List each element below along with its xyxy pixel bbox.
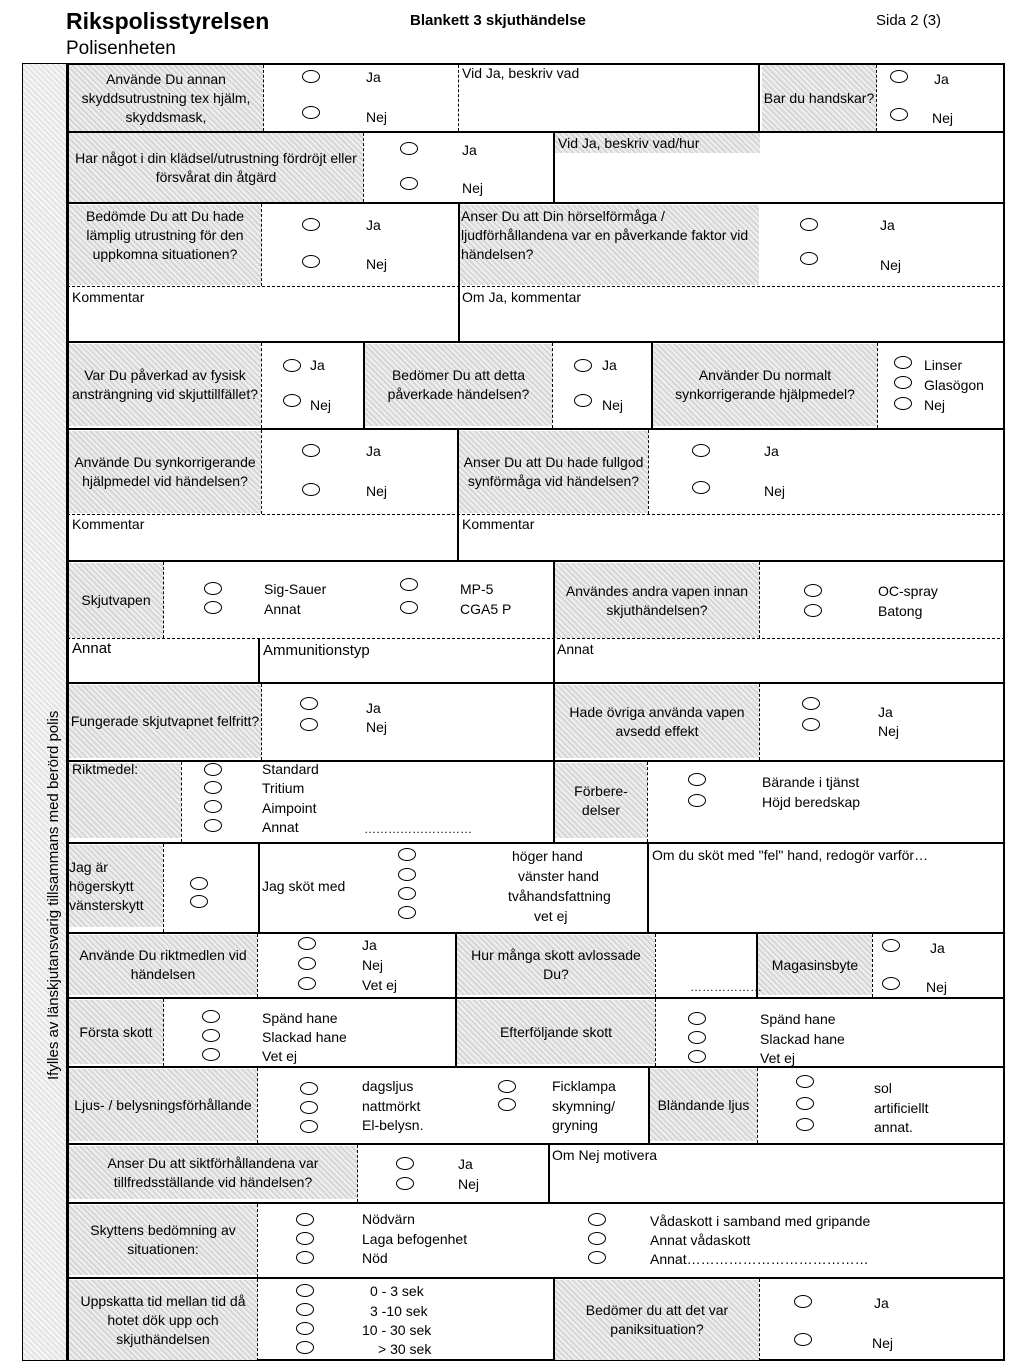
radio-ja[interactable]	[890, 70, 908, 83]
q-lighting: Ljus- / belysningsförhållande	[74, 1096, 252, 1113]
section-rule	[67, 932, 1005, 934]
divider	[257, 1279, 258, 1361]
section-rule	[67, 1277, 1005, 1279]
opt-label: Standard	[262, 761, 319, 777]
opt-label: 10 - 30 sek	[362, 1322, 432, 1338]
opt-label: Ja	[880, 217, 895, 233]
ammo-field[interactable]: Ammunitionstyp	[263, 642, 370, 659]
describe-field[interactable]: Vid Ja, beskriv vad/hur	[558, 135, 700, 151]
opt-label: 0 - 3 sek	[370, 1283, 424, 1299]
radio-ja[interactable]	[283, 359, 301, 372]
radio-nej[interactable]	[298, 957, 316, 970]
radio-dusk[interactable]	[498, 1098, 516, 1111]
opt-label: Ja	[366, 443, 381, 459]
other-field[interactable]: Annat	[72, 640, 112, 657]
divider	[67, 286, 1005, 287]
opt-label: Nej	[878, 723, 900, 739]
radio-ja[interactable]	[800, 218, 818, 231]
radio-over-30[interactable]	[296, 1341, 314, 1354]
q-physical-strain: Var Du påverkad av fysisk ansträngning vid skjuttillfället?	[72, 367, 258, 402]
radio-artificial[interactable]	[796, 1097, 814, 1110]
opt-label: Nej	[462, 180, 484, 196]
divider	[876, 65, 877, 131]
divider	[655, 999, 656, 1066]
other-field[interactable]: Annat	[557, 641, 594, 657]
radio-right-handed[interactable]	[190, 877, 208, 890]
label-shot-with: Jag sköt med	[262, 878, 346, 894]
divider	[647, 762, 648, 842]
section-rule	[67, 1202, 1005, 1204]
radio-nej[interactable]	[692, 481, 710, 494]
radio-cocked[interactable]	[202, 1010, 220, 1023]
opt-label: Nej	[926, 979, 948, 995]
radio-carrying[interactable]	[688, 773, 706, 786]
label-sight: Riktmedel:	[72, 761, 139, 777]
radio-ja[interactable]	[300, 697, 318, 710]
opt-label: tvåhandsfattning	[508, 888, 611, 904]
divider	[257, 1068, 258, 1143]
q-used-vision-aid: Använde Du synkorrigerande hjälpmedel vid händelsen?	[74, 454, 256, 489]
opt-label: Nej	[366, 483, 388, 499]
opt-label: annat.	[874, 1119, 913, 1135]
radio-necessity[interactable]	[296, 1251, 314, 1264]
opt-label: Slackad hane	[262, 1029, 347, 1045]
opt-label: Nödvärn	[362, 1211, 415, 1227]
divider	[648, 430, 649, 514]
radio-nej[interactable]	[802, 718, 820, 731]
radio-uncocked[interactable]	[688, 1031, 706, 1044]
opt-label: Nej	[924, 397, 946, 413]
form-title: Blankett 3 skjuthändelse	[410, 12, 586, 29]
opt-label: artificiellt	[874, 1100, 929, 1116]
divider	[363, 133, 364, 202]
label-preparations: Förbere-delser	[574, 782, 628, 818]
q-gloves: Bar du handskar?	[763, 89, 875, 106]
opt-label: Laga befogenhet	[362, 1231, 468, 1247]
opt-label: Nej	[366, 256, 388, 272]
q-clothing-delay: Har något i din klädsel/utrustning fördröjt eller försvårat din åtgärd	[75, 149, 357, 185]
q-visibility: Anser Du att siktförhållandena var tillfredsställande vid händelsen?	[107, 1154, 319, 1190]
section-rule	[67, 202, 1005, 204]
opt-label: Ja	[362, 937, 377, 953]
divider	[261, 343, 262, 428]
divider	[163, 562, 164, 638]
dotted-field[interactable]: ………………	[690, 980, 762, 994]
q-other-weapons-effect: Hade övriga använda vapen avsedd effekt	[569, 703, 745, 739]
radio-nej[interactable]	[283, 394, 301, 407]
opt-label: Sig-Sauer	[264, 581, 327, 597]
radio-ja[interactable]	[396, 1157, 414, 1170]
radio-other[interactable]	[796, 1118, 814, 1131]
opt-label: Nöd	[362, 1250, 388, 1266]
opt-label: Annat	[264, 601, 301, 617]
radio-uncocked[interactable]	[202, 1029, 220, 1042]
radio-tritium[interactable]	[204, 781, 222, 794]
divider	[553, 133, 555, 202]
q-hearing: Anser Du att Din hörselförmåga / ljudförhållandena var en påverkande faktor vid händelsen?	[461, 207, 749, 262]
divider	[257, 1204, 258, 1277]
opt-label: Annat vådaskott	[650, 1232, 751, 1248]
comment-field[interactable]: Kommentar	[72, 516, 145, 532]
opt-label: Ja	[366, 69, 381, 85]
radio-nej[interactable]	[574, 394, 592, 407]
divider	[258, 844, 260, 932]
divider	[67, 514, 1005, 515]
radio-dont-know[interactable]	[398, 906, 416, 919]
radio-nej[interactable]	[302, 483, 320, 496]
radio-nej[interactable]	[882, 977, 900, 990]
section-rule	[67, 428, 1005, 430]
opt-label: sol	[874, 1080, 892, 1096]
radio-ja[interactable]	[802, 697, 820, 710]
opt-label: Ja	[458, 1156, 473, 1172]
label-first-shot: Första skott	[79, 1023, 153, 1040]
opt-label: Nej	[362, 957, 384, 973]
comment-field[interactable]: Om Ja, kommentar	[462, 289, 582, 305]
section-rule	[67, 997, 1005, 999]
divider	[458, 204, 460, 341]
opt-label: Annat	[262, 819, 299, 835]
radio-annat[interactable]	[204, 601, 222, 614]
opt-label: El-belysn.	[362, 1117, 424, 1133]
opt-label: Batong	[878, 603, 923, 619]
opt-label: Ja	[462, 142, 477, 158]
divider	[163, 999, 164, 1066]
opt-label: Ja	[930, 940, 945, 956]
opt-label: Spänd hane	[760, 1011, 836, 1027]
radio-ja[interactable]	[302, 70, 320, 83]
radio-other-accidental[interactable]	[588, 1232, 606, 1245]
radio-nej[interactable]	[396, 1177, 414, 1190]
radio-nej[interactable]	[300, 718, 318, 731]
opt-label: Vådaskott i samband med gripande	[650, 1213, 871, 1229]
divider	[357, 1145, 358, 1202]
radio-flashlight[interactable]	[498, 1080, 516, 1093]
radio-other[interactable]	[588, 1251, 606, 1264]
opt-label: vänster hand	[518, 868, 599, 884]
radio-cga5p[interactable]	[400, 601, 418, 614]
radio-nej[interactable]	[890, 108, 908, 121]
radio-accidental-arrest[interactable]	[588, 1213, 606, 1226]
comment-field[interactable]: Kommentar	[72, 289, 145, 305]
describe-field[interactable]: Vid Ja, beskriv vad	[462, 65, 580, 81]
opt-label: Nej	[310, 397, 332, 413]
radio-oc-spray[interactable]	[804, 584, 822, 597]
opt-label: Ja	[934, 71, 949, 87]
radio-right-hand[interactable]	[398, 848, 416, 861]
divider	[757, 1068, 758, 1143]
opt-label: Ja	[310, 357, 325, 373]
divider	[877, 343, 878, 428]
radio-self-defense[interactable]	[296, 1213, 314, 1226]
radio-vet-ej[interactable]	[688, 1050, 706, 1063]
radio-nej[interactable]	[800, 252, 818, 265]
opt-label: Ja	[602, 357, 617, 373]
opt-label: Ja	[366, 217, 381, 233]
comment-field[interactable]: Kommentar	[462, 516, 535, 532]
divider	[163, 844, 164, 932]
radio-nej[interactable]	[400, 177, 418, 190]
divider	[759, 562, 760, 638]
divider	[759, 1279, 760, 1361]
radio-raised-readiness[interactable]	[688, 794, 706, 807]
opt-label: Bärande i tjänst	[762, 774, 860, 790]
opt-label: Ja	[878, 704, 893, 720]
divider	[257, 934, 258, 997]
radio-electric[interactable]	[300, 1120, 318, 1133]
section-rule	[67, 842, 1005, 844]
opt-label: skymning/ gryning	[552, 1098, 616, 1133]
radio-nej[interactable]	[302, 106, 320, 119]
q-magazine-change: Magasinsbyte	[771, 956, 859, 973]
radio-ja[interactable]	[882, 939, 900, 952]
radio-aimpoint[interactable]	[204, 800, 222, 813]
q-suitable-equipment: Bedömde Du att Du hade lämplig utrustning för den uppkomna situationen?	[86, 207, 244, 262]
divider	[647, 844, 649, 932]
q-firearm-worked: Fungerade skjutvapnet felfritt?	[70, 713, 260, 729]
q-assessment: Skyttens bedömning av situationen:	[90, 1222, 236, 1257]
opt-label: Höjd beredskap	[762, 794, 861, 810]
radio-ja[interactable]	[692, 444, 710, 457]
radio-nej[interactable]	[302, 255, 320, 268]
opt-label: Vet ej	[760, 1050, 796, 1066]
divider	[258, 638, 260, 682]
radio-sun[interactable]	[796, 1075, 814, 1088]
motivate-field[interactable]: Om Nej motivera	[552, 1147, 658, 1163]
q-time-estimate: Uppskatta tid mellan tid då hotet dök upp och skjuthändelsen	[80, 1292, 246, 1347]
radio-left-hand[interactable]	[398, 868, 416, 881]
divider	[181, 762, 182, 842]
opt-label: Ja	[366, 700, 381, 716]
radio-0-3[interactable]	[296, 1284, 314, 1297]
radio-cocked[interactable]	[688, 1012, 706, 1025]
section-rule	[67, 341, 1005, 343]
label-shooter-hand: Jag är högerskytt vänsterskytt	[69, 858, 144, 913]
opt-label: Nej	[872, 1335, 894, 1351]
opt-label: Glasögon	[924, 377, 984, 393]
opt-label: Nej	[366, 719, 388, 735]
opt-label: Ja	[764, 443, 779, 459]
radio-two-hand[interactable]	[398, 887, 416, 900]
radio-ja[interactable]	[302, 444, 320, 457]
radio-annat[interactable]	[204, 819, 222, 832]
radio-linser[interactable]	[894, 356, 912, 369]
q-shots-fired: Hur många skott avlossade Du?	[471, 947, 641, 982]
radio-3-10[interactable]	[296, 1303, 314, 1316]
divider	[552, 343, 553, 428]
divider	[261, 204, 262, 286]
q-used-sight: Använde Du riktmedlen vid händelsen	[79, 947, 247, 982]
radio-daylight[interactable]	[300, 1082, 318, 1095]
radio-ja[interactable]	[302, 218, 320, 231]
radio-vet-ej[interactable]	[202, 1048, 220, 1061]
q-vision-aid: Använder Du normalt synkorrigerande hjälpmedel?	[675, 367, 855, 402]
opt-label: Nej	[602, 397, 624, 413]
opt-label: Aimpoint	[262, 800, 317, 816]
opt-label: Annat…………………………………	[650, 1251, 869, 1267]
radio-mp5[interactable]	[400, 578, 418, 591]
radio-vet-ej[interactable]	[298, 977, 316, 990]
opt-label: Nej	[764, 483, 786, 499]
opt-label: Slackad hane	[760, 1031, 845, 1047]
divider	[458, 65, 459, 131]
opt-label: Nej	[932, 110, 954, 126]
label-firearm: Skjutvapen	[81, 592, 151, 608]
opt-label: dagsljus	[362, 1078, 414, 1094]
label-following-shots: Efterföljande skott	[499, 1023, 613, 1040]
q-panic: Bedömer du att det var paniksituation?	[585, 1302, 729, 1337]
divider	[759, 684, 760, 760]
radio-night[interactable]	[300, 1101, 318, 1114]
opt-label: höger hand	[512, 848, 583, 864]
dept-subtitle: Polisenheten	[66, 38, 176, 59]
dotted-field[interactable]: ………………………	[364, 822, 472, 836]
section-rule	[67, 560, 1005, 562]
radio-nej[interactable]	[894, 397, 912, 410]
opt-label: Ficklampa	[552, 1078, 616, 1094]
section-rule	[67, 682, 1005, 684]
radio-glasogon[interactable]	[894, 376, 912, 389]
opt-label: Nej	[458, 1176, 480, 1192]
opt-label: MP-5	[460, 581, 494, 597]
radio-batong[interactable]	[804, 604, 822, 617]
explain-field[interactable]: Om du sköt med "fel" hand, redogör varför…	[652, 847, 929, 863]
opt-label: Linser	[924, 357, 963, 373]
radio-standard[interactable]	[204, 763, 222, 776]
opt-label: nattmörkt	[362, 1098, 421, 1114]
section-rule	[67, 1143, 1005, 1145]
opt-label: Vet ej	[362, 977, 398, 993]
opt-label: Nej	[880, 257, 902, 273]
section-rule	[67, 760, 1005, 762]
radio-ja[interactable]	[574, 359, 592, 372]
divider	[548, 1145, 550, 1202]
divider	[263, 65, 264, 131]
opt-label: 3 -10 sek	[370, 1303, 428, 1319]
section-rule	[67, 1066, 1005, 1068]
q-strain-effect: Bedömer Du att detta påverkade händelsen?	[387, 367, 530, 402]
q-other-weapons: Användes andra vapen innan skjuthändelsen?	[565, 582, 749, 618]
org-title: Rikspolisstyrelsen	[66, 8, 270, 34]
opt-label: Nej	[366, 109, 388, 125]
opt-label: Spänd hane	[262, 1010, 338, 1026]
q-glare: Bländande ljus	[657, 1096, 750, 1113]
radio-lawful[interactable]	[296, 1232, 314, 1245]
divider	[261, 430, 262, 514]
divider	[261, 684, 262, 760]
opt-label: CGA5 P	[460, 601, 512, 617]
radio-left-handed[interactable]	[190, 895, 208, 908]
radio-ja[interactable]	[794, 1295, 812, 1308]
divider	[758, 65, 760, 131]
page-number: Sida 2 (3)	[876, 12, 942, 29]
opt-label: Vet ej	[262, 1048, 298, 1064]
opt-label: Ja	[874, 1295, 889, 1311]
q-full-vision: Anser Du att Du hade fullgod synförmåga vid händelsen?	[463, 454, 644, 489]
divider	[872, 934, 873, 997]
radio-ja[interactable]	[400, 142, 418, 155]
divider	[67, 638, 1005, 639]
divider	[655, 934, 656, 997]
opt-label: Tritium	[262, 780, 305, 796]
radio-nej[interactable]	[794, 1333, 812, 1346]
opt-label: > 30 sek	[378, 1341, 432, 1357]
radio-10-30[interactable]	[296, 1322, 314, 1335]
q-protective-gear: Använde Du annan skyddsutrustning tex hjälm, skyddsmask,	[81, 70, 251, 125]
opt-label: vet ej	[534, 908, 568, 924]
radio-sig-sauer[interactable]	[204, 582, 222, 595]
radio-ja[interactable]	[298, 937, 316, 950]
opt-label: OC-spray	[878, 583, 938, 599]
